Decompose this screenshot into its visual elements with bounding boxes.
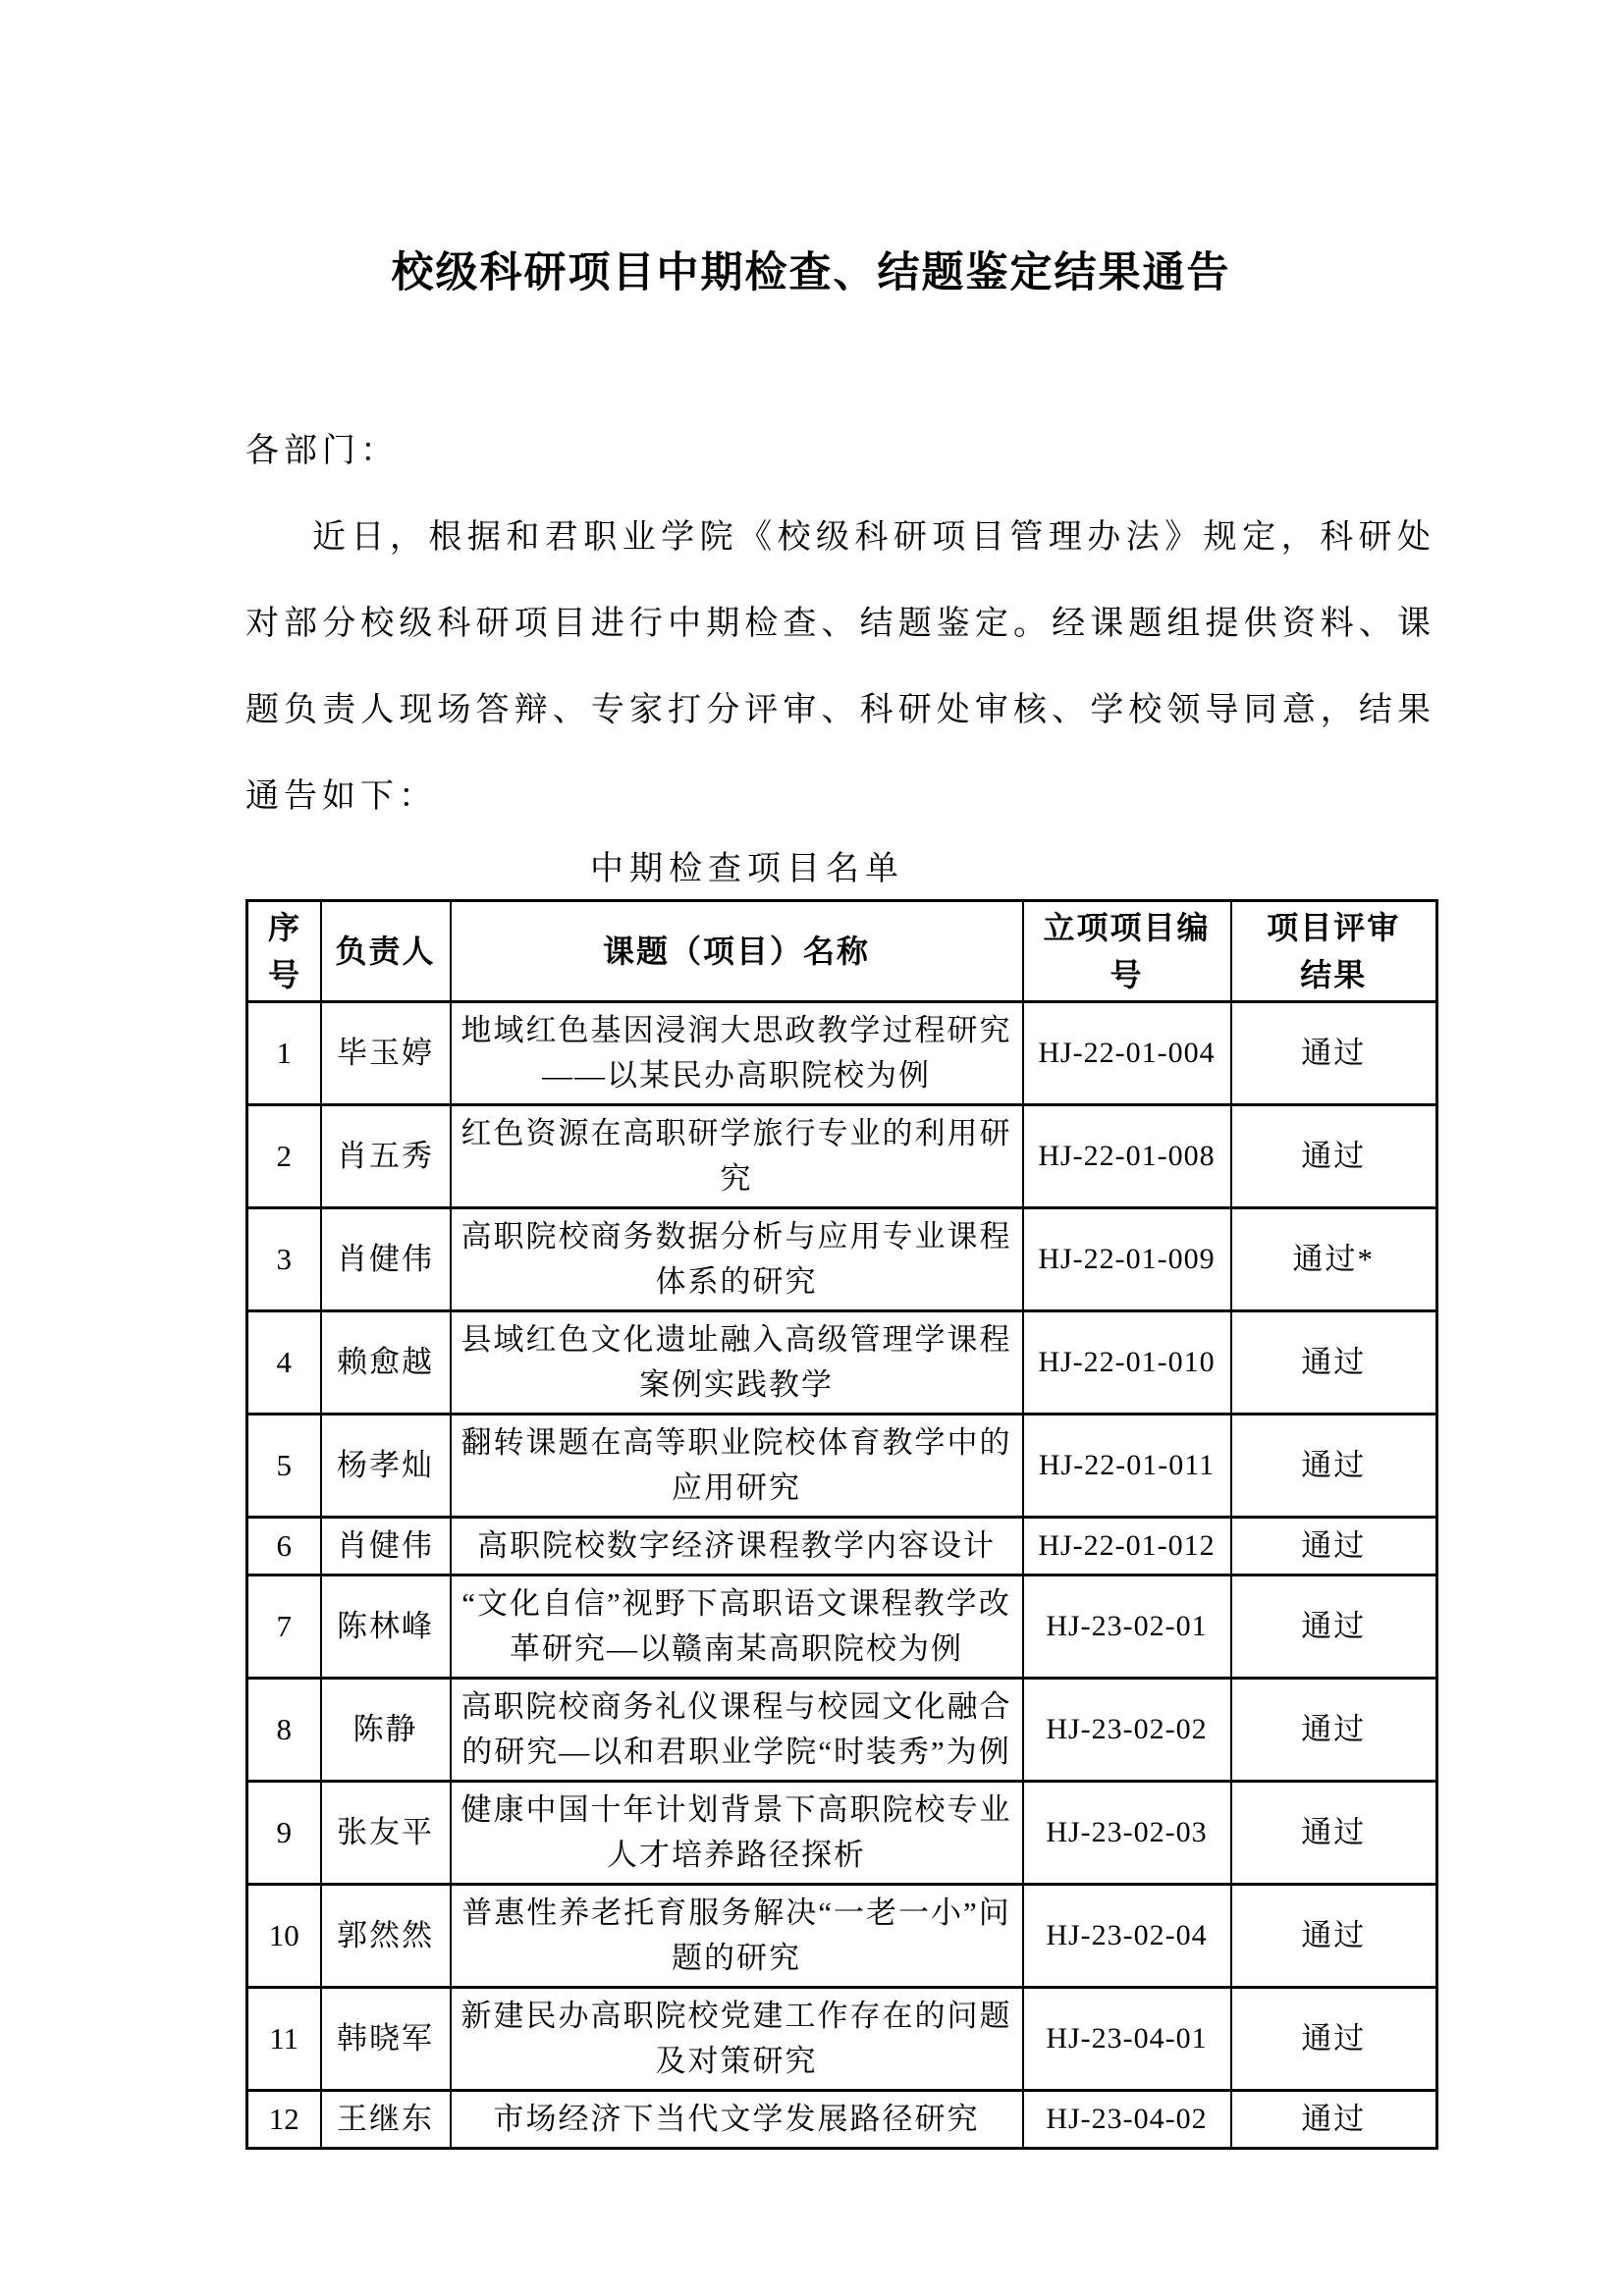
project-code-cell: HJ-22-01-008 bbox=[1023, 1105, 1231, 1208]
review-result-cell: 通过 bbox=[1231, 2091, 1437, 2149]
project-code-cell: HJ-23-04-01 bbox=[1023, 1988, 1231, 2091]
table-row bbox=[247, 1518, 1437, 1575]
project-code-cell: HJ-23-02-01 bbox=[1023, 1575, 1231, 1679]
leader-name-cell: 赖愈越 bbox=[321, 1311, 451, 1415]
review-result-cell: 通过 bbox=[1231, 1518, 1437, 1575]
table-title: 中期检查项目名单 bbox=[590, 851, 904, 887]
leader-name-cell: 毕玉婷 bbox=[321, 1002, 451, 1105]
project-title-cell: 高职院校商务数据分析与应用专业课程体系的研究 bbox=[451, 1208, 1023, 1311]
header-seq: 序号 bbox=[247, 901, 321, 1002]
project-code-cell: HJ-22-01-012 bbox=[1023, 1518, 1231, 1575]
row-number-cell: 10 bbox=[247, 1885, 321, 1988]
project-title-cell: 地域红色基因浸润大思政教学过程研究——以某民办高职院校为例 bbox=[451, 1002, 1023, 1105]
leader-name-cell: 杨孝灿 bbox=[321, 1415, 451, 1518]
review-result-cell: 通过 bbox=[1231, 1311, 1437, 1415]
project-title-cell: 高职院校数字经济课程教学内容设计 bbox=[451, 1518, 1023, 1575]
leader-name-cell: 陈林峰 bbox=[321, 1575, 451, 1679]
review-result-cell: 通过* bbox=[1231, 1208, 1437, 1311]
table-row bbox=[247, 1575, 1437, 1679]
table-row bbox=[247, 1105, 1437, 1208]
review-result-cell: 通过 bbox=[1231, 1105, 1437, 1208]
table-row bbox=[247, 1002, 1437, 1105]
row-number-cell: 11 bbox=[247, 1988, 321, 2091]
review-result-cell: 通过 bbox=[1231, 1575, 1437, 1679]
review-result-cell: 通过 bbox=[1231, 1415, 1437, 1518]
leader-name-cell: 肖健伟 bbox=[321, 1208, 451, 1311]
project-title-cell: 普惠性养老托育服务解决“一老一小”问题的研究 bbox=[451, 1885, 1023, 1988]
leader-name-cell: 郭然然 bbox=[321, 1885, 451, 1988]
table-row bbox=[247, 2091, 1437, 2149]
project-code-cell: HJ-23-02-04 bbox=[1023, 1885, 1231, 1988]
project-code-cell: HJ-23-04-02 bbox=[1023, 2091, 1231, 2149]
project-title-cell: “文化自信”视野下高职语文课程教学改革研究—以赣南某高职院校为例 bbox=[451, 1575, 1023, 1679]
leader-name-cell: 王继东 bbox=[321, 2091, 451, 2149]
row-number-cell: 12 bbox=[247, 2091, 321, 2149]
review-result-cell: 通过 bbox=[1231, 1002, 1437, 1105]
table-row bbox=[247, 1208, 1437, 1311]
header-project: 课题（项目）名称 bbox=[451, 901, 1023, 1002]
salutation: 各部门： bbox=[245, 433, 399, 469]
project-title-cell: 市场经济下当代文学发展路径研究 bbox=[451, 2091, 1023, 2149]
row-number-cell: 4 bbox=[247, 1311, 321, 1415]
project-title-cell: 翻转课题在高等职业院校体育教学中的应用研究 bbox=[451, 1415, 1023, 1518]
document-title: 校级科研项目中期检查、结题鉴定结果通告 bbox=[391, 249, 1231, 296]
row-number-cell: 6 bbox=[247, 1518, 321, 1575]
row-number-cell: 1 bbox=[247, 1002, 321, 1105]
leader-name-cell: 张友平 bbox=[321, 1782, 451, 1885]
project-title-cell: 红色资源在高职研学旅行专业的利用研究 bbox=[451, 1105, 1023, 1208]
leader-name-cell: 肖健伟 bbox=[321, 1518, 451, 1575]
project-title-cell: 县域红色文化遗址融入高级管理学课程案例实践教学 bbox=[451, 1311, 1023, 1415]
leader-name-cell: 肖五秀 bbox=[321, 1105, 451, 1208]
row-number-cell: 9 bbox=[247, 1782, 321, 1885]
project-code-cell: HJ-22-01-009 bbox=[1023, 1208, 1231, 1311]
table-row bbox=[247, 1311, 1437, 1415]
header-code: 立项项目编号 bbox=[1023, 901, 1231, 1002]
project-title-cell: 新建民办高职院校党建工作存在的问题及对策研究 bbox=[451, 1988, 1023, 2091]
review-result-cell: 通过 bbox=[1231, 1679, 1437, 1782]
row-number-cell: 7 bbox=[247, 1575, 321, 1679]
header-result: 项目评审结果 bbox=[1231, 901, 1437, 1002]
table-row bbox=[247, 1679, 1437, 1782]
project-code-cell: HJ-23-02-03 bbox=[1023, 1782, 1231, 1885]
project-code-cell: HJ-22-01-011 bbox=[1023, 1415, 1231, 1518]
project-code-cell: HJ-23-02-02 bbox=[1023, 1679, 1231, 1782]
project-title-cell: 健康中国十年计划背景下高职院校专业人才培养路径探析 bbox=[451, 1782, 1023, 1885]
leader-name-cell: 陈静 bbox=[321, 1679, 451, 1782]
review-result-cell: 通过 bbox=[1231, 1988, 1437, 2091]
header-leader: 负责人 bbox=[321, 901, 451, 1002]
table-row bbox=[247, 1415, 1437, 1518]
project-code-cell: HJ-22-01-010 bbox=[1023, 1311, 1231, 1415]
table-row bbox=[247, 1782, 1437, 1885]
row-number-cell: 5 bbox=[247, 1415, 321, 1518]
review-result-cell: 通过 bbox=[1231, 1782, 1437, 1885]
table-body bbox=[247, 1002, 1437, 2149]
body-paragraph: 近日，根据和君职业学院《校级科研项目管理办法》规定，科研处对部分校级科研项目进行中期检查、结题鉴定。经课题组提供资料、课题负责人现场答辩、专家打分评审、科研处审核、学校领导同意，结果通告如下： bbox=[245, 519, 1435, 815]
review-result-cell: 通过 bbox=[1231, 1885, 1437, 1988]
table-row bbox=[247, 1885, 1437, 1988]
row-number-cell: 3 bbox=[247, 1208, 321, 1311]
project-code-cell: HJ-22-01-004 bbox=[1023, 1002, 1231, 1105]
table-header-row bbox=[247, 901, 1437, 1002]
midterm-results-table bbox=[245, 899, 1438, 2150]
project-title-cell: 高职院校商务礼仪课程与校园文化融合的研究—以和君职业学院“时装秀”为例 bbox=[451, 1679, 1023, 1782]
table-row bbox=[247, 1988, 1437, 2091]
row-number-cell: 2 bbox=[247, 1105, 321, 1208]
row-number-cell: 8 bbox=[247, 1679, 321, 1782]
leader-name-cell: 韩晓军 bbox=[321, 1988, 451, 2091]
